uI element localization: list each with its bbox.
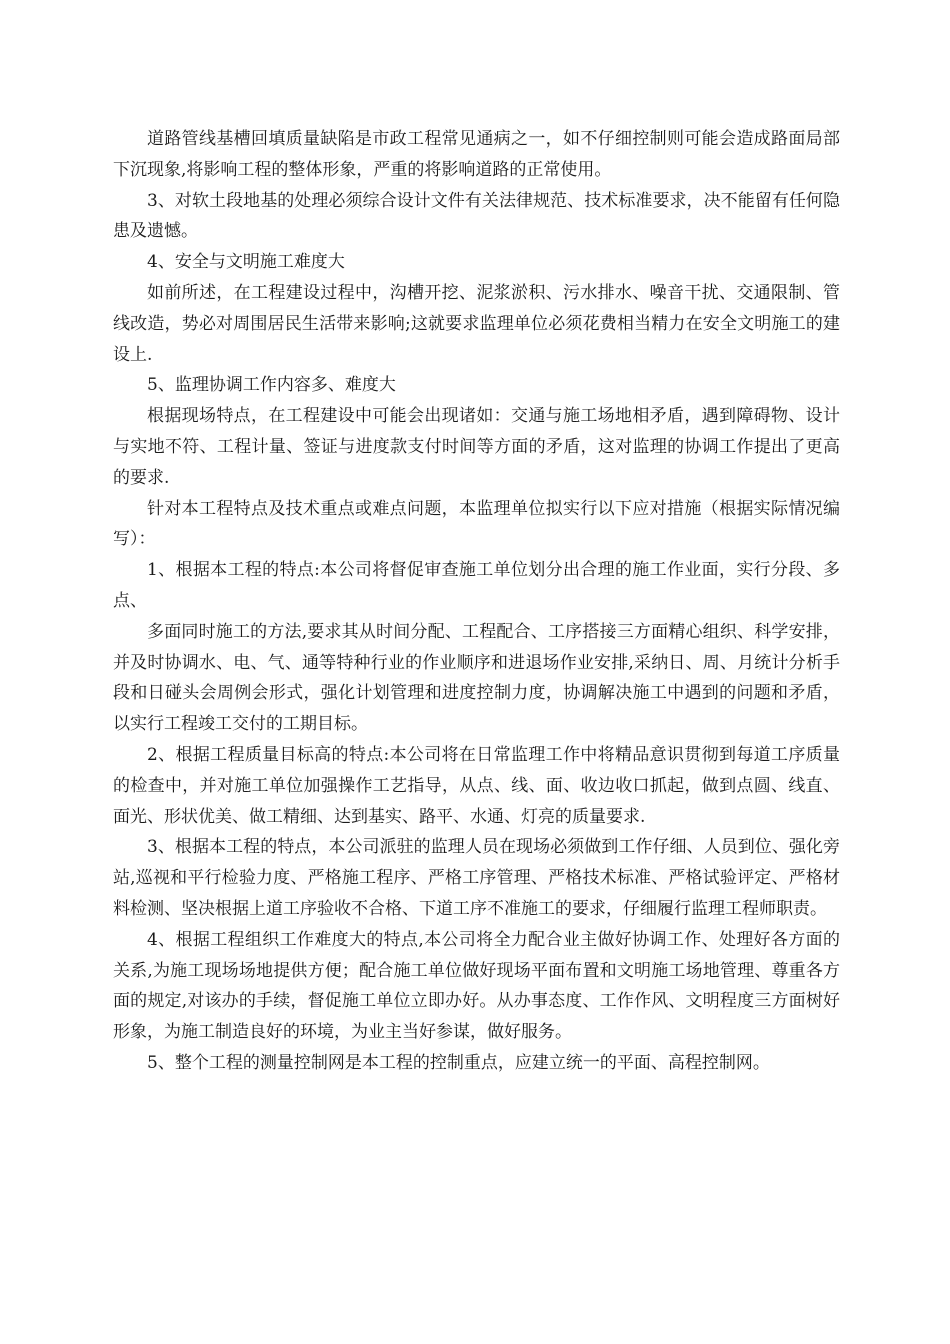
- paragraph-measure-1-continued: 多面同时施工的方法,要求其从时间分配、工程配合、工序搭接三方面精心组织、科学安排，并及时协调水、电、气、通等特种行业的作业顺序和进退场作业安排,采纳日、周、月统计分析手段和日碰头会周例会形式，强化计划管理和进度控制力度，协调解决施工中遇到的问题和矛盾，以实行工程竣工交付的工期目标。: [113, 621, 840, 735]
- paragraph-measure-5: 5、整个工程的测量控制网是本工程的控制重点，应建立统一的平面、高程控制网。: [147, 1052, 770, 1073]
- paragraph-measure-1: 1、根据本工程的特点:本公司将督促审查施工单位划分出合理的施工作业面，实行分段、多点、: [113, 560, 840, 611]
- paragraph-site-conflicts: 根据现场特点，在工程建设中可能会出现诸如：交通与施工场地相矛盾，遇到障碍物、设计与实地不符、工程计量、签证与进度款支付时间等方面的矛盾，这对监理的协调工作提出了更高的要求.: [113, 406, 840, 488]
- heading-supervision-coordination: 5、监理协调工作内容多、难度大: [147, 375, 396, 396]
- paragraph-soft-soil-foundation: 3、对软土段地基的处理必须综合设计文件有关法律规范、技术标准要求，决不能留有任何隐患及遗憾。: [113, 190, 840, 242]
- paragraph-countermeasures-intro: 针对本工程特点及技术重点或难点问题，本监理单位拟实行以下应对措施（根据实际情况编写）：: [113, 498, 840, 550]
- document-body: [113, 124, 840, 1079]
- heading-safety-civilized-construction: 4、安全与文明施工难度大: [147, 252, 345, 273]
- paragraph-measure-4: 4、根据工程组织工作难度大的特点,本公司将全力配合业主做好协调工作、处理好各方面的关系,为施工现场场地提供方便；配合施工单位做好现场平面布置和文明施工场地管理、尊重各方面的规定,对该办的手续，督促施工单位立即办好。从办事态度、工作作风、文明程度三方面树好形象，为施工制造良好的环境，为业主当好参谋，做好服务。: [113, 929, 840, 1043]
- paragraph-backfill-defects: 道路管线基槽回填质量缺陷是市政工程常见通病之一，如不仔细控制则可能会造成路面局部下沉现象,将影响工程的整体形象，严重的将影响道路的正常使用。: [113, 129, 840, 180]
- paragraph-measure-2: 2、根据工程质量目标高的特点:本公司将在日常监理工作中将精品意识贯彻到每道工序质量的检查中，并对施工单位加强操作工艺指导，从点、线、面、收边收口抓起，做到点圆、线直、面光、形状优美、做工精细、达到基实、路平、水通、灯亮的质量要求.: [113, 744, 840, 827]
- paragraph-measure-3: 3、根据本工程的特点，本公司派驻的监理人员在现场必须做到工作仔细、人员到位、强化旁站,巡视和平行检验力度、严格施工程序、严格工序管理、严格技术标准、严格试验评定、严格材料检测、坚决根据上道工序验收不合格、下道工序不准施工的要求，仔细履行监理工程师职责。: [113, 837, 840, 919]
- paragraph-construction-impacts: 如前所述，在工程建设过程中，沟槽开挖、泥浆淤积、污水排水、噪音干扰、交通限制、管线改造，势必对周围居民生活带来影响;这就要求监理单位必须花费相当精力在安全文明施工的建设上.: [113, 282, 840, 365]
